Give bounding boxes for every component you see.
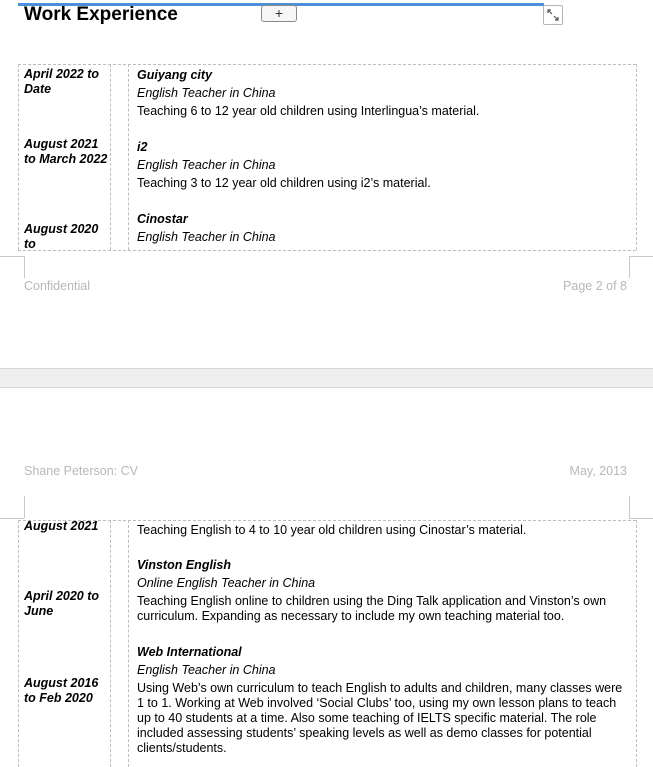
expand-icon <box>547 9 559 21</box>
entry-company: i2 <box>137 140 148 154</box>
entry-company: Cinostar <box>137 212 188 226</box>
entry-role: English Teacher in China <box>137 663 276 677</box>
footer-left: Confidential <box>24 279 91 293</box>
entry-description: Teaching English online to children using the Ding Talk application and Vinston’s own curriculum. Expanding as necessary to include my own teaching material too. <box>137 594 607 623</box>
margin-mark <box>0 256 24 257</box>
margin-mark <box>0 518 24 519</box>
margin-mark <box>24 496 25 518</box>
footer-page-number: Page 2 of 8 <box>563 279 627 293</box>
entry-description: Teaching 3 to 12 year old children using i2’s material. <box>137 176 431 190</box>
section-heading: Work Experience <box>24 4 178 25</box>
entry-date: April 2022 to Date <box>24 67 100 96</box>
entry-date: August 2016 to Feb 2020 <box>24 676 99 705</box>
entry-role: Online English Teacher in China <box>137 576 316 590</box>
add-table-row-button[interactable]: + <box>261 5 297 22</box>
entry-description: Teaching 6 to 12 year old children using Interlingua’s material. <box>137 104 480 118</box>
margin-mark <box>629 256 653 257</box>
document-page-2 <box>0 0 653 368</box>
entry-role: English Teacher in China <box>137 86 276 100</box>
entry-company: Guiyang city <box>137 68 213 82</box>
header-left: Shane Peterson: CV <box>24 464 138 478</box>
entry-date: August 2021 <box>24 519 99 533</box>
resize-table-button[interactable] <box>543 5 563 25</box>
entry-company: Vinston English <box>137 558 231 572</box>
document-page-3 <box>0 388 653 767</box>
entry-description: Using Web’s own curriculum to teach English to adults and children, many classes were 1 to 1. Working at Web involved ‘Social Clubs’ too, using my own lesson plans to teach up to 40 students at a time. Also some teaching of IELTS specific material. The role included assessing students’ speaking levels as well as demo classes for potential clients/students. <box>137 681 623 755</box>
entry-role: English Teacher in China <box>137 230 276 244</box>
entry-date: August 2021 to March 2022 <box>24 137 108 166</box>
margin-mark <box>24 256 25 278</box>
margin-mark <box>629 496 630 518</box>
entry-date: April 2020 to June <box>24 589 100 618</box>
header-right: May, 2013 <box>569 464 627 478</box>
margin-mark <box>629 518 653 519</box>
margin-mark <box>629 256 630 278</box>
entry-role: English Teacher in China <box>137 158 276 172</box>
entry-description: Teaching English to 4 to 10 year old children using Cinostar’s material. <box>137 523 527 537</box>
page-separator <box>0 368 653 388</box>
entry-date: August 2020 to <box>24 222 99 251</box>
entry-company: Web International <box>137 645 242 659</box>
